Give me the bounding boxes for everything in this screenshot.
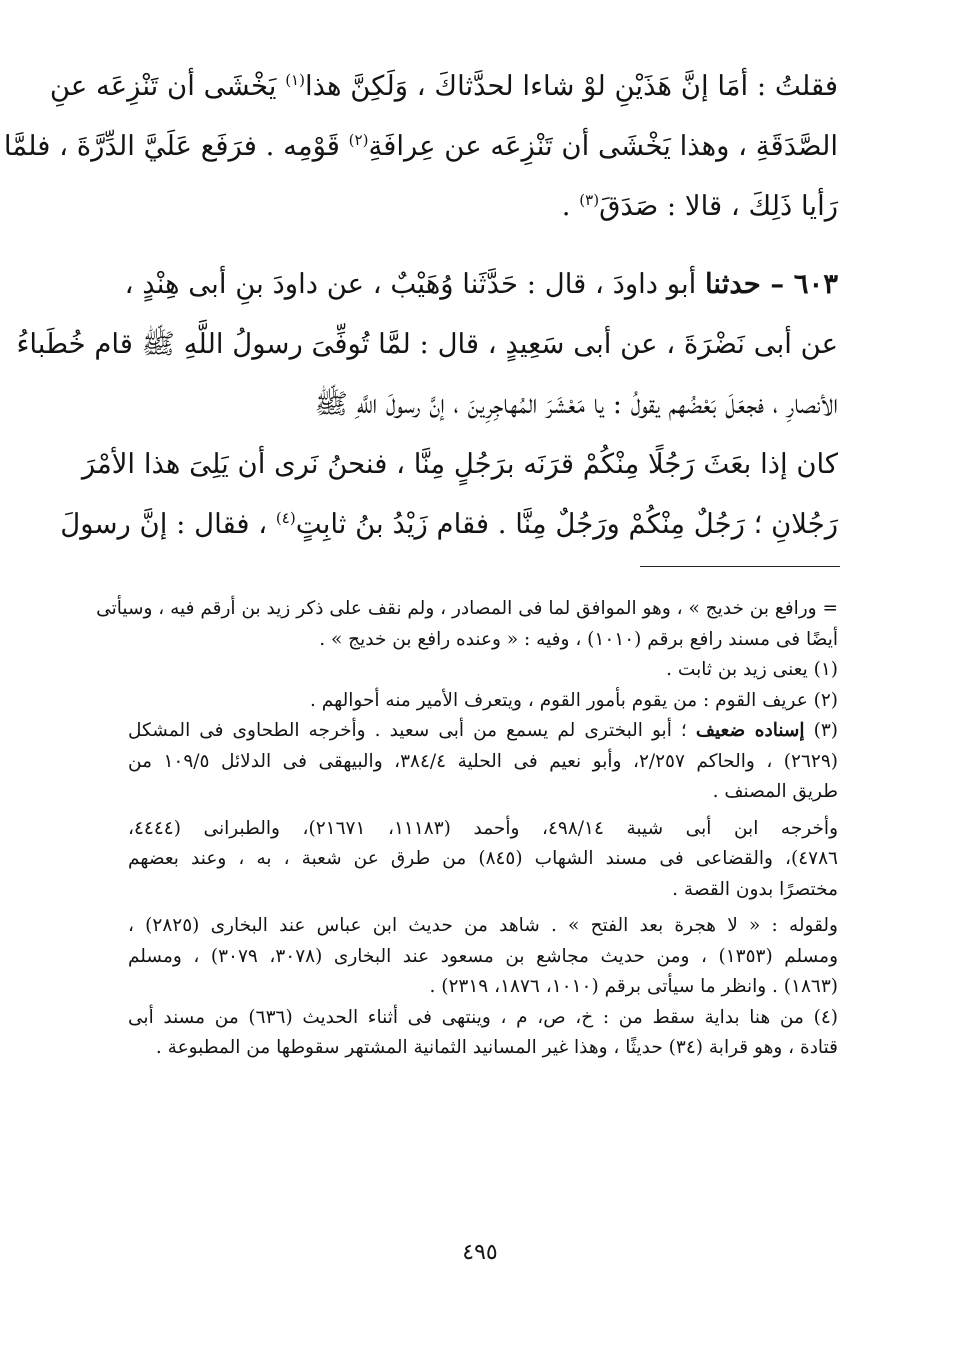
footnote-line: أيضًا فى مسند رافع برقم (١٠١٠) ، وفيه : « وعنده رافع بن خديج » . bbox=[319, 628, 838, 650]
hadith-line: كان إذا بعَثَ رَجُلًا مِنْكُمْ قرَنَه برَجُلٍ مِنَّا ، فنحنُ نَرى أن يَلِىَ هذا الأمْرَ bbox=[81, 448, 838, 480]
footnote-1: (١) يعنى زيد بن ثابت . bbox=[666, 659, 838, 680]
hadith-line: ٦٠٣ – حدثنا أبو داودَ ، قال : حَدَّثَنا وُهَيْبٌ ، عن داودَ بنِ أبى هِنْدٍ ، bbox=[124, 268, 838, 300]
main-line: الصَّدَقَةِ ، وهذا يَخْشَى أن تَنْزِعَه عن عِرافَةِ$^{(٢)}$ قَوْمِه . فرَفَع عَلَيَّ الدِّرَّةَ ، فلمَّا bbox=[3, 130, 838, 162]
footnote-line: (١٨٦٣) . وانظر ما سيأتى برقم (١٠١٠، ١٨٧٦، ٢٣١٩) . bbox=[429, 976, 838, 997]
footnote-ref: (١) bbox=[285, 70, 305, 89]
footnote-ref: (٣) bbox=[579, 190, 600, 209]
footnote-line: = ورافع بن خديج » ، وهو الموافق لما فى المصادر ، ولم نقف على ذكر زيد بن أرقم فيه ، وسيأتى bbox=[96, 598, 838, 619]
footnote-ref: (٤) bbox=[275, 508, 296, 527]
footnote-line: (٢٦٢٩) ، والحاكم ٢/٢٥٧، وأبو نعيم فى الحلية ٣٨٤/٤، والبيهقى فى الدلائل ١٠٩/٥ من bbox=[128, 750, 838, 772]
footnote-ref: (٢) bbox=[348, 130, 369, 149]
footnote-line: مختصرًا بدون القصة . bbox=[672, 878, 838, 900]
main-line: فقلتُ : أمَا إنَّ هَذَيْنِ لوْ شاءا لحدَّثاكَ ، وَلَكِنَّ هذا$^{(١)}$ يَخْشَى أن تَنْزِعَه عنِ bbox=[49, 70, 838, 102]
footnote-line: قتادة ، وهو قرابة (٣٤) حديثًا ، وهذا غير المسانيد الثمانية المشتهر سقوطها من المطبوعة . bbox=[155, 1037, 838, 1058]
footnote-line: ولقوله : « لا هجرة بعد الفتح » . شاهد من حديث ابن عباس عند البخارى (٢٨٢٥) ، bbox=[128, 915, 838, 936]
main-line: رَأيا ذَلِكَ ، قالا : صَدَقَ$^{(٣)}$ . bbox=[561, 190, 838, 222]
footnote-2: (٢) عريف القوم : من يقوم بأمور القوم ، ويتعرف الأمير منه أحوالهم . bbox=[310, 689, 838, 711]
footnote-3: (٣) إسناده ضعيف ؛ أبو البخترى لم يسمع من أبى سعيد . وأخرجه الطحاوى فى المشكل bbox=[128, 720, 838, 741]
footnotes bbox=[96, 594, 839, 1064]
page-number: ٤٩٥ bbox=[462, 1240, 498, 1265]
grading-label: إسناده ضعيف bbox=[695, 720, 805, 741]
hadith-number: ٦٠٣ – حدثنا bbox=[705, 268, 838, 300]
footnote-4: (٤) من هنا بداية سقط من : خ، ص، م ، وينتهى فى أثناء الحديث (٦٣٦) من مسند أبى bbox=[128, 1006, 838, 1028]
footnote-line: طريق المصنف . bbox=[712, 781, 838, 802]
footnote-line: ٤٧٨٦)، والقضاعى فى مسند الشهاب (٨٤٥) من طرق عن شعبة ، به ، وعند بعضهم bbox=[128, 848, 838, 869]
footnote-line: ومسلم (١٣٥٣) ، ومن حديث مجاشع بن مسعود عند البخارى (٣٠٧٨، ٣٠٧٩) ، ومسلم bbox=[128, 945, 839, 967]
main-text bbox=[3, 56, 838, 554]
footnote-line: وأخرجه ابن أبى شيبة ٤٩٨/١٤، وأحمد (١١١٨٣، ٢١٦٧١)، والطبرانى (٤٤٤٤، bbox=[128, 817, 838, 839]
hadith-line: رَجُلانِ ؛ رَجُلٌ مِنْكُمْ ورَجُلٌ مِنَّا . فقام زَيْدُ بنُ ثابِتٍ$^{(٤)}$ ، فقال : إنَّ رسولَ bbox=[60, 508, 838, 540]
hadith-line: الأنصارِ ، فجعَلَ بَعْضُهم يقولُ : يا مَعْشَرَ المُهاجِرِينَ ، إنَّ رسولَ اللَّهِ ﷺ bbox=[314, 388, 838, 420]
footnote-separator bbox=[640, 566, 840, 567]
hadith-line: عن أبى نَضْرَةَ ، عن أبى سَعِيدٍ ، قال : لمَّا تُوفِّىَ رسولُ اللَّهِ ﷺ قام خُطَباءُ bbox=[16, 328, 838, 360]
